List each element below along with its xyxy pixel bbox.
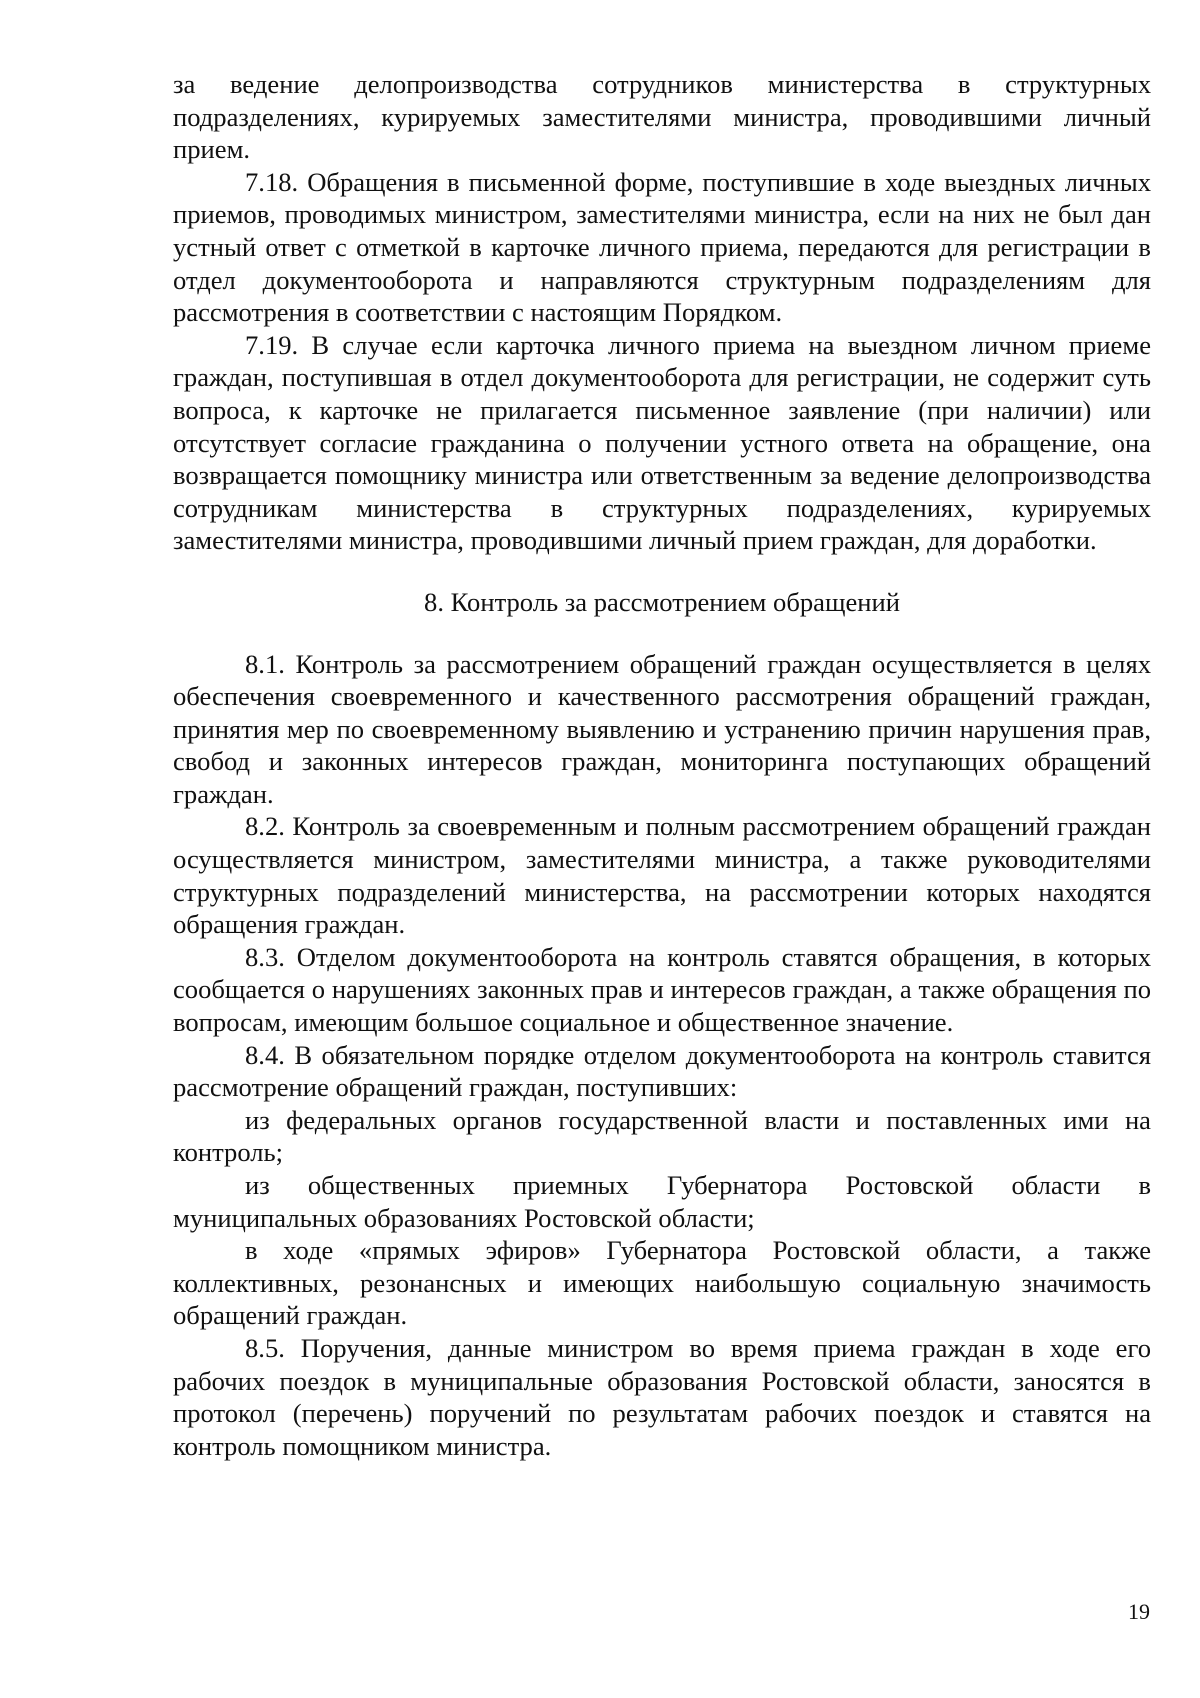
paragraph-8-5: 8.5. Поручения, данные министром во время приема граждан в ходе его рабочих поездок в муниципальные образования Ростовской области, заносятся в протокол (перечень) поручений по результатам рабочих поездок и ставятся на контроль помощником министра.: [173, 1332, 1151, 1461]
paragraph-continuation: за ведение делопроизводства сотрудников министерства в структурных подразделениях, курируемых заместителями министра, проводившими личный прием.: [173, 69, 1151, 165]
list-item-public-receptions: из общественных приемных Губернатора Ростовской области в муниципальных образованиях Ростовской области;: [173, 1170, 1151, 1233]
paragraph-7-19: 7.19. В случае если карточка личного приема на выездном личном приеме граждан, поступившая в отдел документооборота для регистрации, не содержит суть вопроса, к карточке не прилагается письменное заявление (при наличии) или отсутствует согласие гражданина о получении устного ответа на обращение, она возвращается помощнику министра или ответственным за ведение делопроизводства сотрудникам министерства в структурных подразделениях, курируемых заместителями министра, проводившими личный прием граждан, для доработки.: [173, 329, 1151, 556]
list-item-live-broadcasts: в ходе «прямых эфиров» Губернатора Ростовской области, а также коллективных, резонансных и имеющих наибольшую социальную значимость обращений граждан.: [173, 1235, 1151, 1331]
paragraph-8-2: 8.2. Контроль за своевременным и полным рассмотрением обращений граждан осуществляется министром, заместителями министра, а также руководителями структурных подразделений министерства, на рассмотрении которых находятся обращения граждан.: [173, 811, 1151, 940]
paragraph-7-18: 7.18. Обращения в письменной форме, поступившие в ходе выездных личных приемов, проводимых министром, заместителями министра, если на них не был дан устный ответ с отметкой в карточке личного приема, передаются для регистрации в отдел документооборота и направляются структурным подразделениям для рассмотрения в соответствии с настоящим Порядком.: [173, 166, 1151, 328]
paragraph-8-3: 8.3. Отделом документооборота на контроль ставятся обращения, в которых сообщается о нарушениях законных прав и интересов граждан, а также обращения по вопросам, имеющим большое социальное и общественное значение.: [173, 941, 1151, 1038]
paragraph-8-1: 8.1. Контроль за рассмотрением обращений граждан осуществляется в целях обеспечения своевременного и качественного рассмотрения обращений граждан, принятия мер по своевременному выявлению и устранению причин нарушения прав, свобод и законных интересов граждан, мониторинга поступающих обращений граждан.: [173, 648, 1151, 809]
list-item-federal-organs: из федеральных органов государственной власти и поставленных ими на контроль;: [173, 1104, 1151, 1168]
paragraph-8-4: 8.4. В обязательном порядке отделом документооборота на контроль ставится рассмотрение обращений граждан, поступивших:: [173, 1039, 1151, 1103]
page-number: 19: [1128, 1599, 1150, 1624]
section-heading: 8. Контроль за рассмотрением обращений: [424, 586, 900, 617]
page-body: [173, 68, 1151, 1462]
